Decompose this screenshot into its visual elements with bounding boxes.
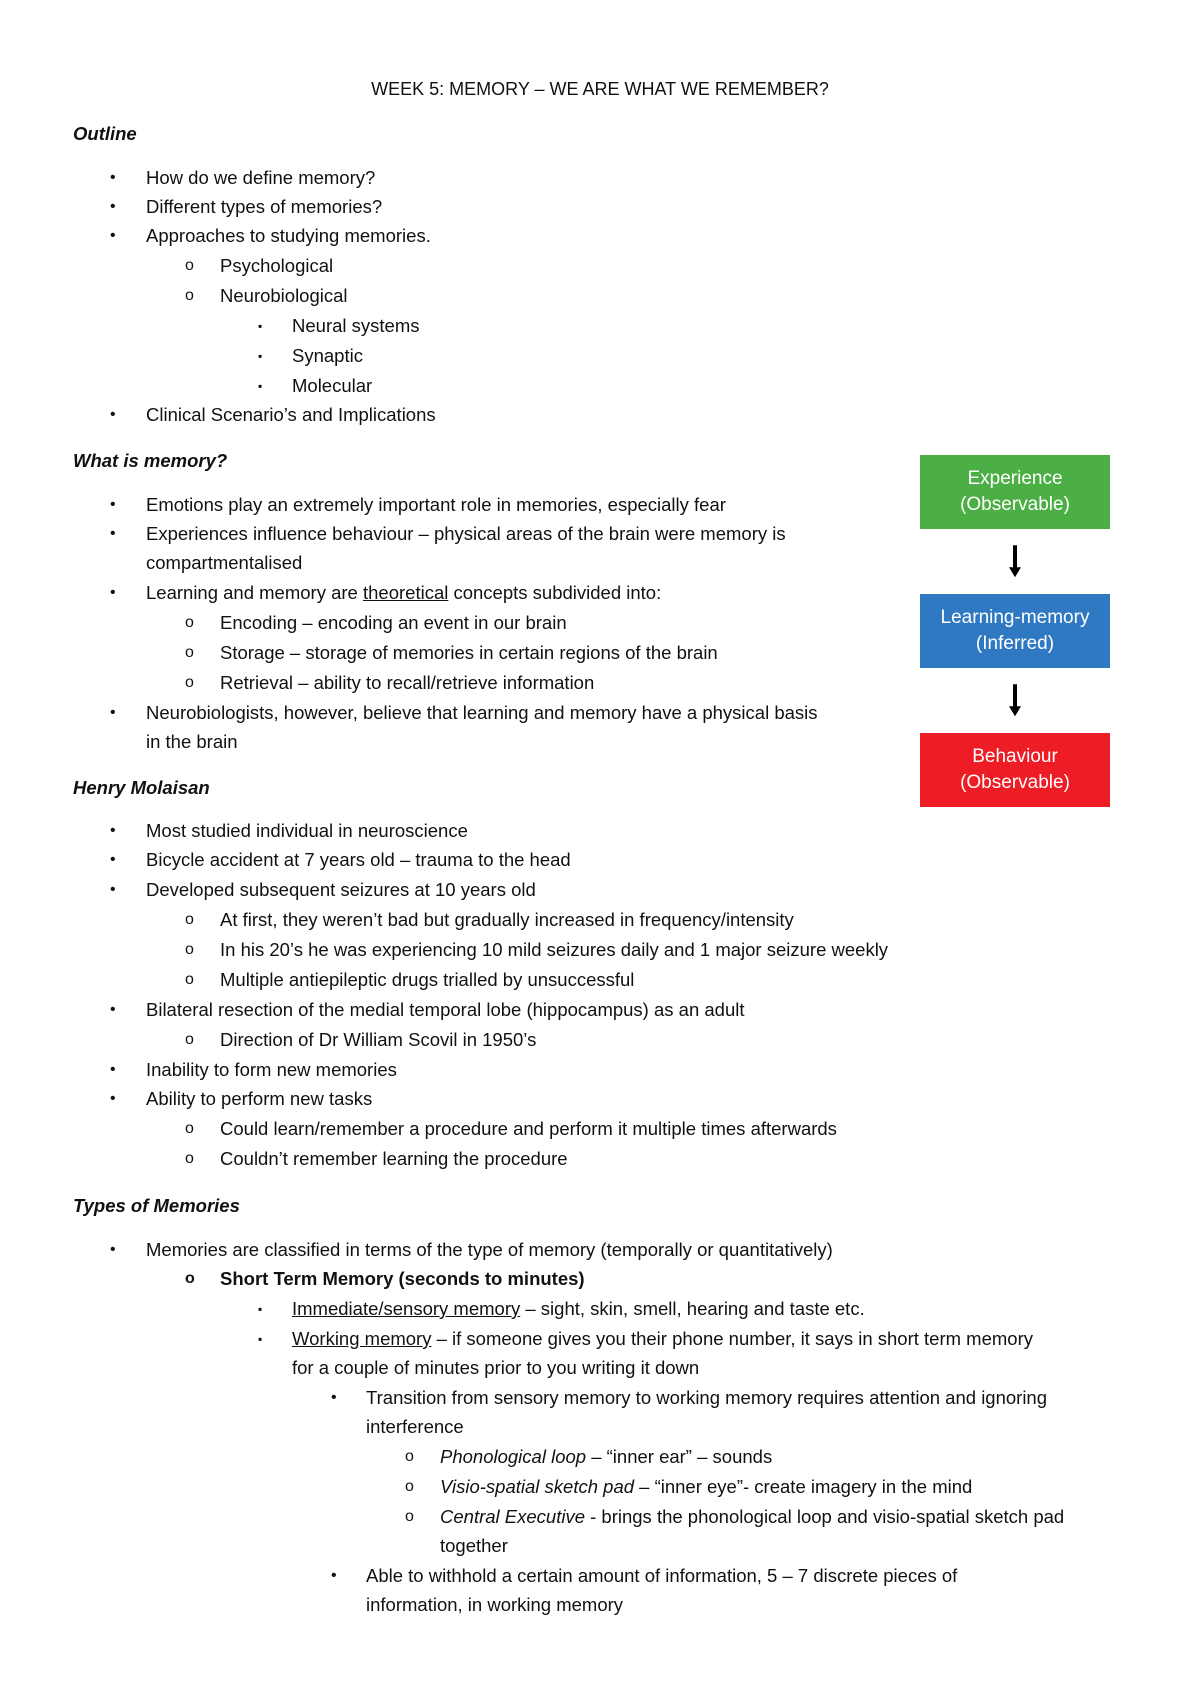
bullet-disc-icon: • bbox=[331, 1567, 337, 1584]
bullet-circle-icon: o bbox=[185, 644, 194, 661]
bullet-circle-icon: o bbox=[185, 674, 194, 691]
document-page: WEEK 5: MEMORY – WE ARE WHAT WE REMEMBER? Outline • How do we define memory? • Different types of memories? • Approaches to studying memories. o Psychological o Neurobiological ▪ Neural systems ▪ Synaptic ▪ Molecular • Clinical Scenario’s and Implications What is memory? • Emotions play an extremely important role in memories, especially fear • Experiences influence behaviour – physical areas of the brain were memory is compartmentalised • Learning and memory are theoretical concepts subdivided into: o Encoding – encoding an event in our brain o Storage – storage of memories in certain regions of the brain o Retrieval – ability to recall/retrieve information • Neurobiologists, however, believe that learning and memory have a physical basis in the brain Experience (Observable) Learning-memory (Inferred) Behaviour (Observable) Henry Molaisan • Most studied individual in neuroscience • Bicycle accident at 7 years old – trauma to the head • Developed subsequent seizures at 10 years old o At first, they weren’t bad but gradually increased in frequency/intensity o In his 20’s he was experiencing 10 mild seizures daily and 1 major seizure weekly o Multiple antiepileptic drugs trialled by unsuccessful • Bilateral resection of the medial temporal lobe (hippocampus) as an adult o Direction of Dr William Scovil in 1950’s • Inability to form new memories • Ability to perform new tasks o Could learn/remember a procedure and perform it multiple times afterwards o Couldn’t remember learning the procedure Types of Memories • Memories are classified in terms of the type of memory (temporally or quantitatively) o Short Term Memory (seconds to minutes) ▪ Immediate/sensory memory – sight, skin, smell, hearing and taste etc. ▪ Working memory – if someone gives you their phone number, it says in short term memory for a couple of minutes prior to you writing it down • Transition from sensory memory to working memory requires attention and ignoring interference o Phonological loop – “inner ear” – sounds o Visio-spatial sketch pad – “inner eye”- create imagery in the mind o Central Executive - brings the phonological loop and visio-spatial sketch pad together • Able to withhold a certain amount of information, 5 – 7 discrete pieces of information, in working memory bbox=[0, 0, 1200, 1698]
bullet-disc-icon: • bbox=[110, 1241, 116, 1258]
experience-box: Experience (Observable) bbox=[920, 455, 1110, 529]
behaviour-box: Behaviour (Observable) bbox=[920, 733, 1110, 807]
memory-flow-diagram bbox=[920, 455, 1120, 810]
down-arrow-icon bbox=[1009, 529, 1021, 594]
bullet-square-icon: ▪ bbox=[258, 1332, 263, 1346]
bullet-disc-icon: • bbox=[110, 169, 116, 186]
bullet-square-icon: ▪ bbox=[258, 349, 263, 363]
bullet-disc-icon: • bbox=[110, 198, 116, 215]
what-is-memory-heading: What is memory? bbox=[73, 450, 228, 471]
down-arrow-icon bbox=[1009, 668, 1021, 733]
bullet-circle-icon: o bbox=[405, 1478, 414, 1495]
bullet-circle-icon: o bbox=[185, 1270, 195, 1287]
bullet-square-icon: ▪ bbox=[258, 379, 263, 393]
bullet-circle-icon: o bbox=[405, 1448, 414, 1465]
bullet-circle-icon: o bbox=[185, 614, 194, 631]
henry-heading: Henry Molaisan bbox=[73, 777, 210, 798]
bullet-circle-icon: o bbox=[185, 1150, 194, 1167]
bullet-disc-icon: • bbox=[110, 851, 116, 868]
bullet-disc-icon: • bbox=[110, 881, 116, 898]
bullet-disc-icon: • bbox=[110, 406, 116, 423]
bullet-circle-icon: o bbox=[185, 911, 194, 928]
learning-memory-box: Learning-memory (Inferred) bbox=[920, 594, 1110, 668]
bullet-circle-icon: o bbox=[185, 1120, 194, 1137]
bullet-disc-icon: • bbox=[110, 584, 116, 601]
bullet-circle-icon: o bbox=[185, 257, 194, 274]
bullet-circle-icon: o bbox=[185, 1031, 194, 1048]
bullet-disc-icon: • bbox=[110, 704, 116, 721]
bullet-circle-icon: o bbox=[185, 287, 194, 304]
bullet-disc-icon: • bbox=[331, 1389, 337, 1406]
bullet-disc-icon: • bbox=[110, 1090, 116, 1107]
bullet-square-icon: ▪ bbox=[258, 1302, 263, 1316]
types-heading: Types of Memories bbox=[73, 1195, 240, 1216]
bullet-circle-icon: o bbox=[405, 1508, 414, 1525]
bullet-disc-icon: • bbox=[110, 525, 116, 542]
page-title: WEEK 5: MEMORY – WE ARE WHAT WE REMEMBER? bbox=[371, 79, 829, 99]
bullet-disc-icon: • bbox=[110, 822, 116, 839]
bullet-disc-icon: • bbox=[110, 1001, 116, 1018]
bullet-circle-icon: o bbox=[185, 941, 194, 958]
bullet-square-icon: ▪ bbox=[258, 319, 263, 333]
bullet-circle-icon: o bbox=[185, 971, 194, 988]
bullet-disc-icon: • bbox=[110, 1061, 116, 1078]
outline-heading: Outline bbox=[73, 123, 137, 144]
bullet-disc-icon: • bbox=[110, 227, 116, 244]
bullet-disc-icon: • bbox=[110, 496, 116, 513]
